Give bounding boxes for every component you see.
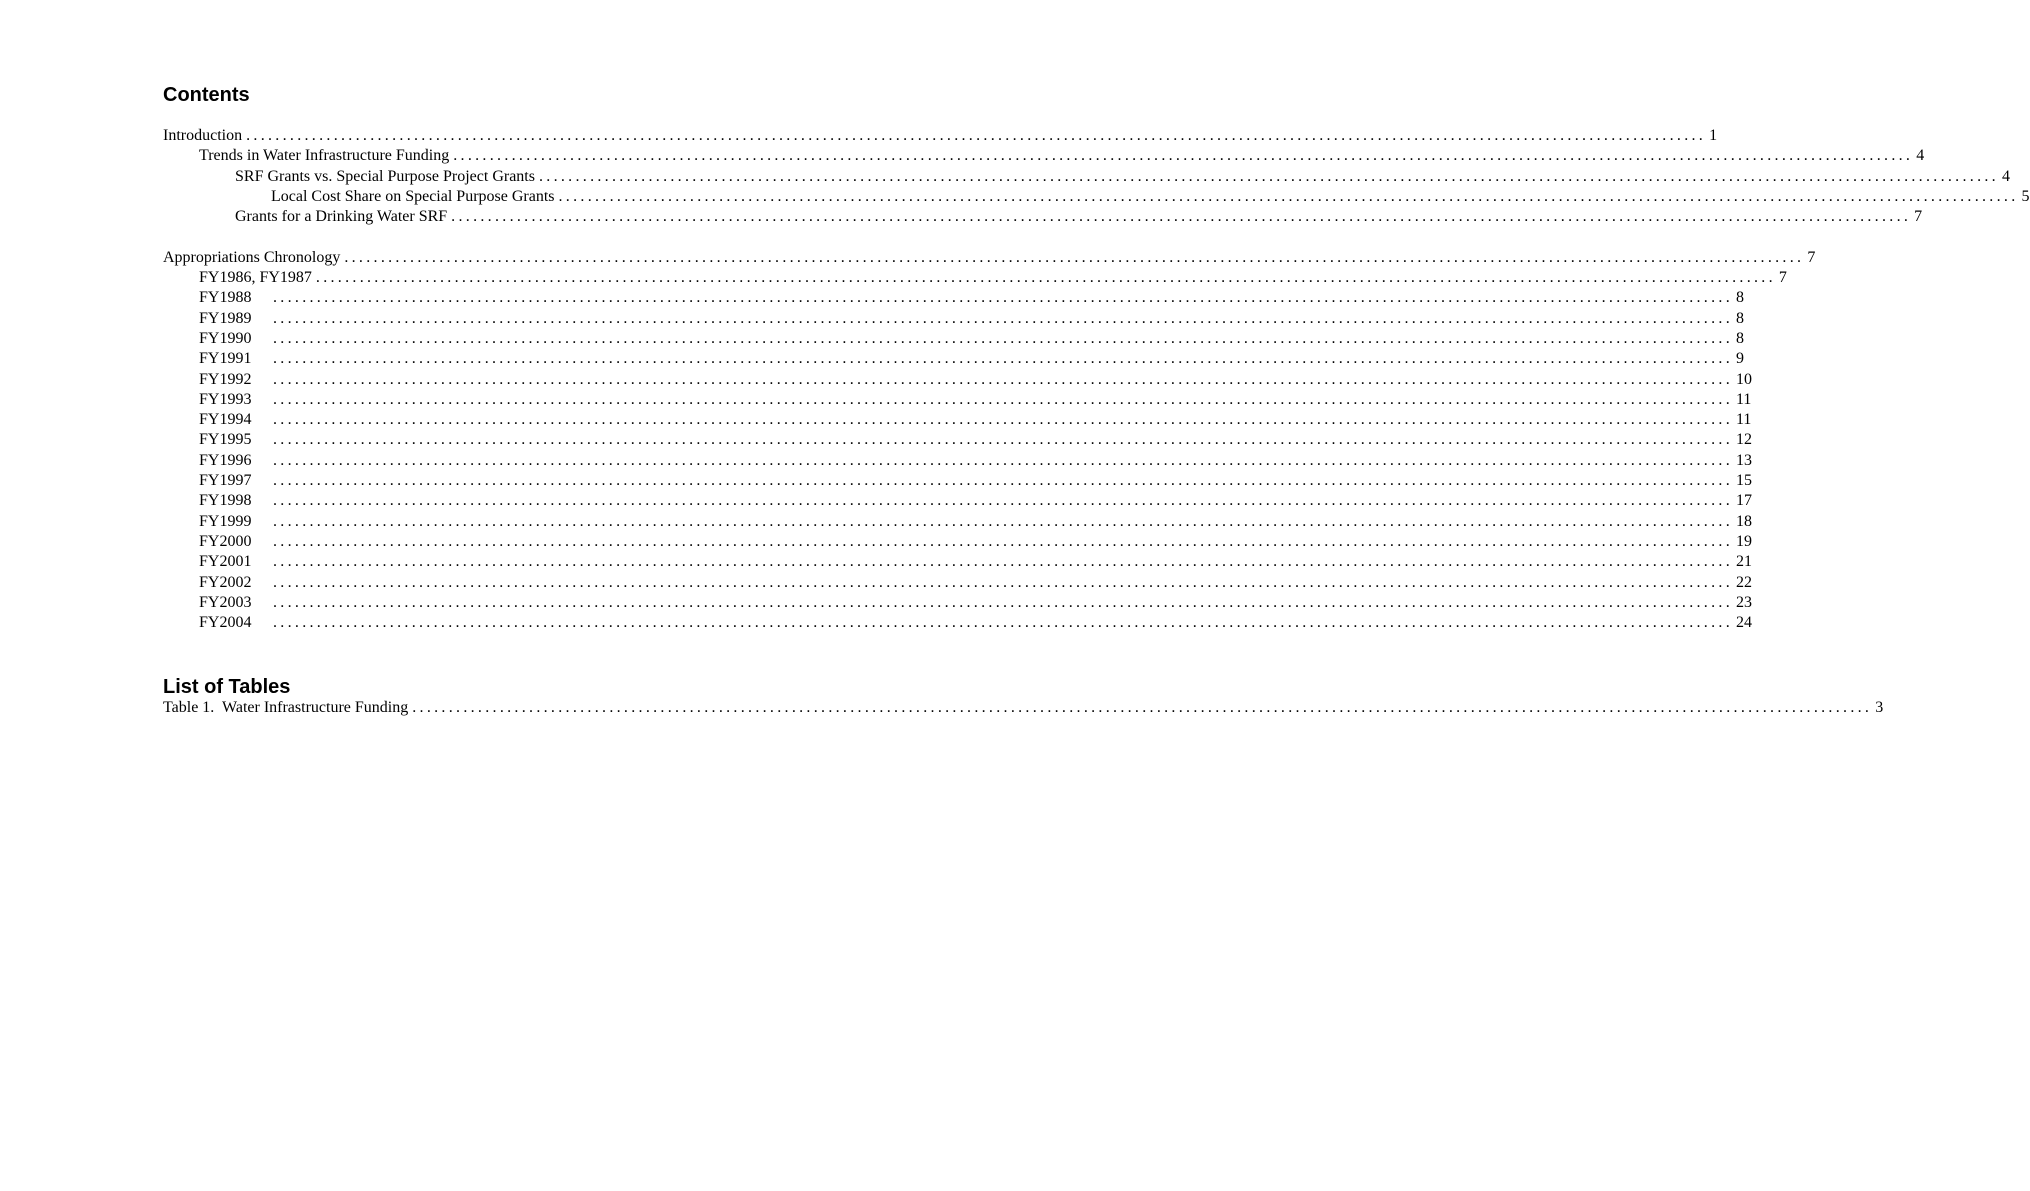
contents-heading: Contents	[163, 84, 250, 106]
toc-entry-label: Introduction	[163, 126, 246, 146]
toc-entry-srf-grants[interactable]	[163, 167, 2010, 187]
toc-entry-label: FY1992	[199, 370, 273, 390]
toc-entry-label: FY2004	[199, 613, 273, 633]
dot-leader: ........................................................................................................................................................................................................	[273, 614, 1733, 632]
dot-leader: ........................................................................................................................................................................................................	[451, 208, 1912, 226]
dot-leader: ........................................................................................................................................................................................................	[273, 350, 1733, 368]
toc-entry-fy1992[interactable]	[163, 370, 1752, 390]
toc-entry-fy1989[interactable]	[163, 309, 1744, 329]
toc-entry-page: 3	[1872, 698, 1883, 718]
dot-leader: ........................................................................................................................................................................................................	[273, 553, 1733, 571]
toc-entry-page: 8	[1733, 309, 1744, 329]
toc-entry-label: FY2001	[199, 552, 273, 572]
toc-entry-fy1988[interactable]	[163, 288, 1744, 308]
toc-entry-label: Trends in Water Infrastructure Funding	[199, 146, 453, 166]
toc-entry-page: 7	[1911, 207, 1922, 227]
toc-entry-page: 23	[1733, 593, 1752, 613]
toc-entry-fy2004[interactable]	[163, 613, 1752, 633]
toc-entry-label: FY2002	[199, 573, 273, 593]
toc-entry-label: Local Cost Share on Special Purpose Grants	[271, 187, 559, 207]
dot-leader: ........................................................................................................................................................................................................	[273, 431, 1733, 449]
dot-leader: ........................................................................................................................................................................................................	[273, 390, 1733, 408]
toc-entry-label: FY1993	[199, 390, 273, 410]
dot-leader: ........................................................................................................................................................................................................	[558, 187, 2019, 205]
toc-entry-page: 13	[1733, 451, 1752, 471]
dot-leader: ........................................................................................................................................................................................................	[273, 411, 1733, 429]
toc-entry-page: 1	[1706, 126, 1717, 146]
toc-entry-page: 10	[1733, 370, 1752, 390]
toc-entry-fy1999[interactable]	[163, 512, 1752, 532]
dot-leader: ........................................................................................................................................................................................................	[273, 532, 1733, 550]
list-of-tables	[163, 698, 1884, 718]
toc-entry-page: 8	[1733, 329, 1744, 349]
dot-leader: ........................................................................................................................................................................................................	[273, 512, 1733, 530]
toc-entry-fy1995[interactable]	[163, 430, 1752, 450]
toc-entry-fy1991[interactable]	[163, 349, 1744, 369]
dot-leader: ........................................................................................................................................................................................................	[273, 573, 1733, 591]
toc-entry-label: Grants for a Drinking Water SRF	[235, 207, 451, 227]
toc-entry-page: 22	[1733, 573, 1752, 593]
toc-entry-label: FY1996	[199, 451, 273, 471]
toc-entry-page: 21	[1733, 552, 1752, 572]
toc-entry-label: Appropriations Chronology	[163, 248, 344, 268]
toc-entry-page: 4	[1913, 146, 1924, 166]
dot-leader: ........................................................................................................................................................................................................	[273, 309, 1733, 327]
toc-entry-label: FY1990	[199, 329, 273, 349]
toc-entry-appropriations-chronology[interactable]	[163, 248, 1816, 268]
toc-entry-page: 7	[1804, 248, 1815, 268]
toc-entry-page: 9	[1733, 349, 1744, 369]
toc-entry-table-1[interactable]	[163, 698, 1884, 718]
dot-leader: ........................................................................................................................................................................................................	[273, 492, 1733, 510]
toc-entry-trends[interactable]	[163, 146, 1925, 166]
toc-entry-page: 11	[1733, 410, 1751, 430]
toc-entry-label: FY1994	[199, 410, 273, 430]
toc-entry-page: 7	[1776, 268, 1787, 288]
toc-entry-page: 19	[1733, 532, 1752, 552]
toc-entry-page: 8	[1733, 288, 1744, 308]
toc-entry-fy2000[interactable]	[163, 532, 1752, 552]
contents-list	[163, 126, 2030, 633]
dot-leader: ........................................................................................................................................................................................................	[538, 167, 1999, 185]
toc-entry-page: 11	[1733, 390, 1751, 410]
toc-entry-local-cost-share[interactable]	[163, 187, 2030, 207]
toc-entry-fy1990[interactable]	[163, 329, 1744, 349]
dot-leader: ........................................................................................................................................................................................................	[273, 289, 1733, 307]
toc-entry-page: 15	[1733, 471, 1752, 491]
toc-entry-fy1993[interactable]	[163, 390, 1752, 410]
toc-entry-label: FY1988	[199, 288, 273, 308]
dot-leader: ........................................................................................................................................................................................................	[273, 370, 1733, 388]
toc-entry-label: FY2000	[199, 532, 273, 552]
list-of-tables-heading: List of Tables	[163, 676, 291, 698]
dot-leader: ........................................................................................................................................................................................................	[315, 269, 1776, 287]
dot-leader: ........................................................................................................................................................................................................	[273, 472, 1733, 490]
dot-leader: ........................................................................................................................................................................................................	[412, 699, 1873, 716]
toc-entry-drinking-water-srf[interactable]	[163, 207, 1923, 227]
toc-entry-fy1998[interactable]	[163, 491, 1752, 511]
toc-entry-introduction[interactable]	[163, 126, 1718, 146]
toc-entry-page: 12	[1733, 430, 1752, 450]
toc-entry-label: FY2003	[199, 593, 273, 613]
toc-entry-label: FY1999	[199, 512, 273, 532]
toc-entry-label: FY1989	[199, 309, 273, 329]
dot-leader: ........................................................................................................................................................................................................	[273, 451, 1733, 469]
toc-entry-label: Table 1. Water Infrastructure Funding	[163, 698, 412, 718]
toc-entry-fy1997[interactable]	[163, 471, 1752, 491]
dot-leader: ........................................................................................................................................................................................................	[273, 593, 1733, 611]
toc-entry-label: FY1986, FY1987	[199, 268, 316, 288]
toc-entry-page: 18	[1733, 512, 1752, 532]
toc-entry-label: FY1998	[199, 491, 273, 511]
dot-leader: ........................................................................................................................................................................................................	[273, 329, 1733, 347]
dot-leader: ........................................................................................................................................................................................................	[344, 248, 1805, 266]
toc-entry-fy2003[interactable]	[163, 593, 1752, 613]
toc-entry-label: FY1997	[199, 471, 273, 491]
toc-entry-fy2002[interactable]	[163, 573, 1752, 593]
toc-entry-fy1996[interactable]	[163, 451, 1752, 471]
toc-entry-page: 24	[1733, 613, 1752, 633]
toc-entry-fy1994[interactable]	[163, 410, 1752, 430]
toc-entry-page: 5	[2019, 187, 2030, 207]
toc-entry-fy2001[interactable]	[163, 552, 1752, 572]
toc-entry-page: 17	[1733, 491, 1752, 511]
toc-entry-label: FY1995	[199, 430, 273, 450]
toc-entry-label: SRF Grants vs. Special Purpose Project Grants	[235, 167, 539, 187]
toc-entry-label: FY1991	[199, 349, 273, 369]
dot-leader: ........................................................................................................................................................................................................	[453, 147, 1914, 165]
dot-leader: ........................................................................................................................................................................................................	[246, 127, 1707, 144]
toc-entry-fy1986-fy1987[interactable]	[163, 268, 1787, 288]
toc-entry-page: 4	[1999, 167, 2010, 187]
